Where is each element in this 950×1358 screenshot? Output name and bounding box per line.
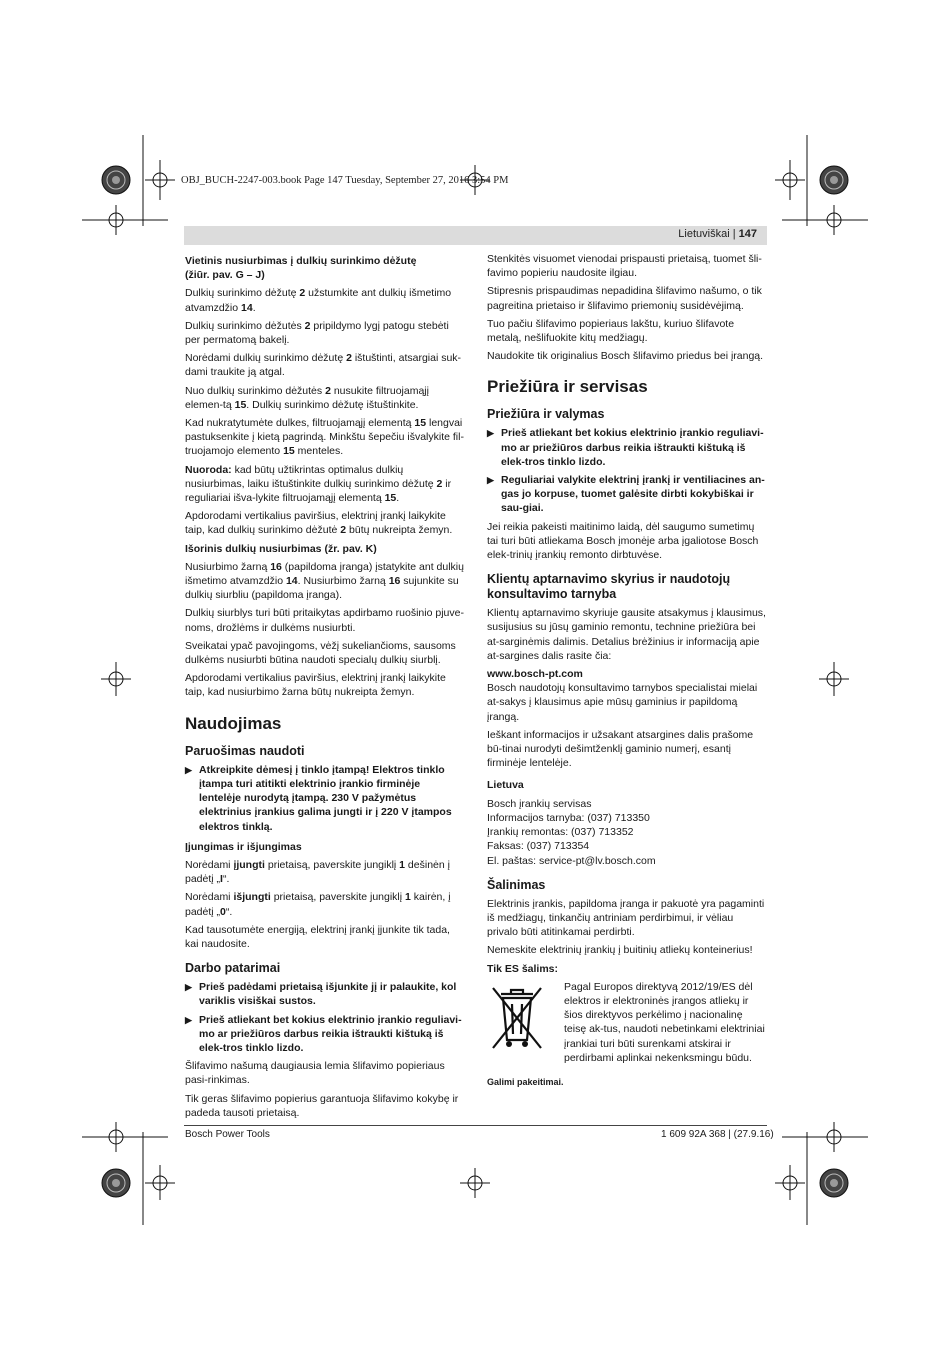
registration-target-icon xyxy=(775,1165,805,1200)
paragraph: Norėdami išjungti prietaisą, paverskite jungiklį 1 kairėn, į padėtį „0“. xyxy=(185,891,451,918)
section-heading-local-extraction: Vietinis nusiurbimas į dulkių surinkimo dėžutę (žiūr. pav. G – J) xyxy=(185,255,417,282)
triangle-bullet-icon: ▶ xyxy=(185,982,192,993)
registration-target-icon xyxy=(460,1168,490,1198)
registration-target-icon xyxy=(101,1122,131,1152)
section-title-service: Priežiūra ir servisas xyxy=(487,377,648,397)
triangle-bullet-icon: ▶ xyxy=(185,764,192,775)
paragraph: Nusiurbimo žarną 16 (papildoma įranga) įstatykite ant dulkių išmetimo atvamzdžio 14. Nusiurbimo žarną 16 sujunkite su dulkių siurbliu (papildoma įranga). xyxy=(185,560,464,602)
bullet-item: ▶ Reguliariai valykite elektrinį įrankį ir ventiliacines an-gas jo korpuse, tuomet galėsite dirbti kokybiškai ir sau-giai. xyxy=(487,474,765,515)
color-wheel-icon xyxy=(102,1169,130,1197)
registration-target-icon xyxy=(145,160,175,200)
website-link[interactable]: www.bosch-pt.com xyxy=(487,668,583,681)
paragraph: Kad nukratytumėte dulkes, filtruojamąjį elementą 15 lengvai pastuksenkite į kietą pagrindą. Minkštu šepečiu išvalykite fil-truojamojo elemento 15 menteles. xyxy=(185,417,464,458)
paragraph: Klientų aptarnavimo skyriuje gausite atsakymus į klausimus, susijusius su jūsų gaminio remontu, technine priežiūra bei at-sarginėmis dalimis. Detalius brėžinius ir informaciją apie at-sargines dalis rasite čia: xyxy=(487,607,766,662)
header-language: Lietuviškai xyxy=(678,228,730,240)
section-title-use: Naudojimas xyxy=(185,713,282,733)
paragraph: Šlifavimo našumą daugiausia lemia šlifavimo popieriaus pasi-rinkimas. xyxy=(185,1060,445,1087)
changes-note: Galimi pakeitimai. xyxy=(487,1076,564,1087)
paragraph: Naudokite tik originalius Bosch šlifavimo priedus bei įrangą. xyxy=(487,350,764,363)
subsection-title-care: Priežiūra ir valymas xyxy=(487,407,605,422)
header-text: Lietuviškai | 147 xyxy=(678,228,757,240)
right-column xyxy=(487,252,767,1089)
registration-target-icon xyxy=(775,160,805,200)
triangle-bullet-icon: ▶ xyxy=(185,1014,192,1025)
crossed-out-bin-icon xyxy=(487,982,547,1054)
section-heading-switching: Įjungimas ir išjungimas xyxy=(185,840,302,853)
subsection-title-disposal: Šalinimas xyxy=(487,877,546,892)
disposal-block xyxy=(487,980,767,1065)
registration-target-icon xyxy=(145,1165,175,1200)
paragraph: Nuo dulkių surinkimo dėžutės 2 nusukite filtruojamąjį elemen-tą 15. Dulkių surinkimo dėžutę ištuštinkite. xyxy=(185,384,429,411)
triangle-bullet-icon: ▶ xyxy=(487,475,494,486)
paragraph: Ieškant informacijos ir užsakant atsargines dalis prašome bū-tinai nurodyti dešimtženklį gaminio numerį, esantį firminėje lentelėje. xyxy=(487,728,754,770)
address-line: Bosch įrankių servisas xyxy=(487,797,592,810)
paragraph: Norėdami įjungti prietaisą, paverskite jungiklį 1 dešinėn į padėtį „I“. xyxy=(185,858,450,886)
book-info-line: OBJ_BUCH-2247-003.book Page 147 Tuesday, September 27, 2016 3:54 PM xyxy=(181,175,509,186)
paragraph: Stenkitės visuomet vienodai prispausti prietaisą, tuomet šli-favimo popieriu naudosite ilgiau. xyxy=(487,253,762,280)
address-line: Informacijos tarnyba: (037) 713350 xyxy=(487,811,650,824)
address-block xyxy=(487,797,767,868)
triangle-bullet-icon: ▶ xyxy=(487,428,494,439)
left-column xyxy=(185,254,465,1124)
paragraph: Dulkių siurblys turi būti pritaikytas apdirbamo ruošinio pjuve-noms, drožlėms ir dulkėms nusiurbti. xyxy=(185,607,464,634)
eu-only-heading: Tik ES šalims: xyxy=(487,962,559,975)
subsection-title-tips: Darbo patarimai xyxy=(185,961,281,976)
paragraph: Tik geras šlifavimo popierius garantuoja šlifavimo kokybę ir padeda tausoti prietaisą. xyxy=(185,1092,459,1119)
registration-target-icon xyxy=(101,662,131,696)
note-paragraph: Nuoroda: kad būtų užtikrintas optimalus dulkių nusiurbimas, laiku ištuštinkite dulkių surinkimo dėžutę 2 ir reguliariai išva-lykite filtruojamąjį elementą 15. xyxy=(185,463,452,505)
registration-target-icon xyxy=(819,662,849,696)
bullet-item: ▶ Prieš padėdami prietaisą išjunkite jį ir palaukite, kol variklis visiškai sustos. xyxy=(185,981,457,1008)
paragraph: Dulkių surinkimo dėžutę 2 užstumkite ant dulkių išmetimo atvamzdžio 14. xyxy=(185,287,452,314)
paragraph: Apdorodami vertikalius paviršius, elektrinį įrankį laikykite taip, kad dulkių surinkimo dėžutė 2 būtų nukreipta žemyn. xyxy=(185,510,453,537)
color-wheel-icon xyxy=(820,1169,848,1197)
paragraph: Jei reikia pakeisti maitinimo laidą, dėl saugumo sumetimų tai turi būti atliekama Bosch įmonėje arba įgaliotose Bosch elek-trinių įrankių remonto dirbtuvėse. xyxy=(487,520,759,562)
paragraph: Tuo pačiu šlifavimo popieriaus lakštu, kuriuo šlifavote metalą, nešlifuokite kitų medžiagų. xyxy=(487,317,735,345)
page-header xyxy=(184,226,767,245)
email-line: El. paštas: service-pt@lv.bosch.com xyxy=(487,854,656,867)
paragraph: Elektrinis įrankis, papildoma įranga ir pakuotė yra pagaminti iš medžiagų, tinkančių antriniam perdirbimui, ir vėliau privalo būti atitinkamai perdirbti. xyxy=(487,897,765,939)
address-line: Faksas: (037) 713354 xyxy=(487,840,590,853)
section-heading-external-extraction: Išorinis dulkių nusiurbimas (žr. pav. K) xyxy=(185,542,377,555)
paragraph: Norėdami dulkių surinkimo dėžutę 2 ištuštinti, atsargiai suk-dami traukite ją atgal. xyxy=(185,352,462,379)
country-heading: Lietuva xyxy=(487,779,524,792)
paragraph: Nemeskite elektrinių įrankių į buitinių atliekų konteinerius! xyxy=(487,944,753,957)
registration-target-icon xyxy=(819,205,849,235)
bullet-item: ▶ Atkreipkite dėmesį į tinklo įtampą! Elektros tinklo įtampa turi atitikti elektrinio įrankio firminėje lentelėje nurodytą įtampą. 230 V pažymėtus elektrinius įrankius galima jungti ir į 220 V įtampos elektros tinklą. xyxy=(185,763,452,833)
footer-right: 1 609 92A 368 | (27.9.16) xyxy=(661,1129,774,1140)
paragraph: Sveikatai ypač pavojingoms, vėžį sukeliančioms, sausoms dulkėms nusiurbti būtina naudoti specialų dulkių siurblį. xyxy=(185,639,456,667)
footer-divider xyxy=(184,1125,767,1126)
paragraph: Dulkių surinkimo dėžutės 2 pripildymo lygį patogu stebėti per permatomą bakelį. xyxy=(185,319,449,347)
color-wheel-icon xyxy=(102,166,130,194)
color-wheel-icon xyxy=(820,166,848,194)
registration-target-icon xyxy=(101,205,131,235)
paragraph: Bosch naudotojų konsultavimo tarnybos specialistai mielai at-sakys į klausimus apie mūsų gaminius ir papildomą įrangą. xyxy=(487,682,758,723)
bullet-item: ▶ Prieš atliekant bet kokius elektrinio įrankio reguliavi-mo ar priežiūros darbus reikia ištraukti kištuką iš elek-tros tinklo lizdo. xyxy=(487,427,764,468)
registration-target-icon xyxy=(819,1122,849,1152)
footer-left: Bosch Power Tools xyxy=(185,1129,270,1140)
paragraph: Apdorodami vertikalius paviršius, elektrinį įrankį laikykite taip, kad nusiurbimo žarna būtų nukreipta žemyn. xyxy=(185,672,446,699)
paragraph: Kad tausotumėte energiją, elektrinį įrankį įjunkite tik tada, kai naudosite. xyxy=(185,923,450,950)
page-number: 147 xyxy=(738,228,757,240)
subsection-title-customer-service: Klientų aptarnavimo skyrius ir naudotojų konsultavimo tarnyba xyxy=(487,572,731,602)
paragraph: Stipresnis prispaudimas nepadidina šlifavimo našumo, o tik pagreitina prietaiso ir šlifavimo priemonių susidėvėjimą. xyxy=(487,285,762,312)
disposal-paragraph: Pagal Europos direktyvą 2012/19/ES dėl elektros ir elektroninės įrangos atliekų ir šios direktyvos perkėlimo į nacionalinę teisę ak-tus, naudoti nebetinkami elektriniai įrankiai turi būti surenkami atskirai ir perdirbami aplinkai nekenksmingu būdu. xyxy=(564,980,765,1064)
bullet-item: ▶ Prieš atliekant bet kokius elektrinio įrankio reguliavi-mo ar priežiūros darbus reikia ištraukti kištuką iš elek-tros tinklo lizdo. xyxy=(185,1013,462,1054)
subsection-title-preparation: Paruošimas naudoti xyxy=(185,743,305,758)
address-line: Įrankių remontas: (037) 713352 xyxy=(487,826,634,839)
